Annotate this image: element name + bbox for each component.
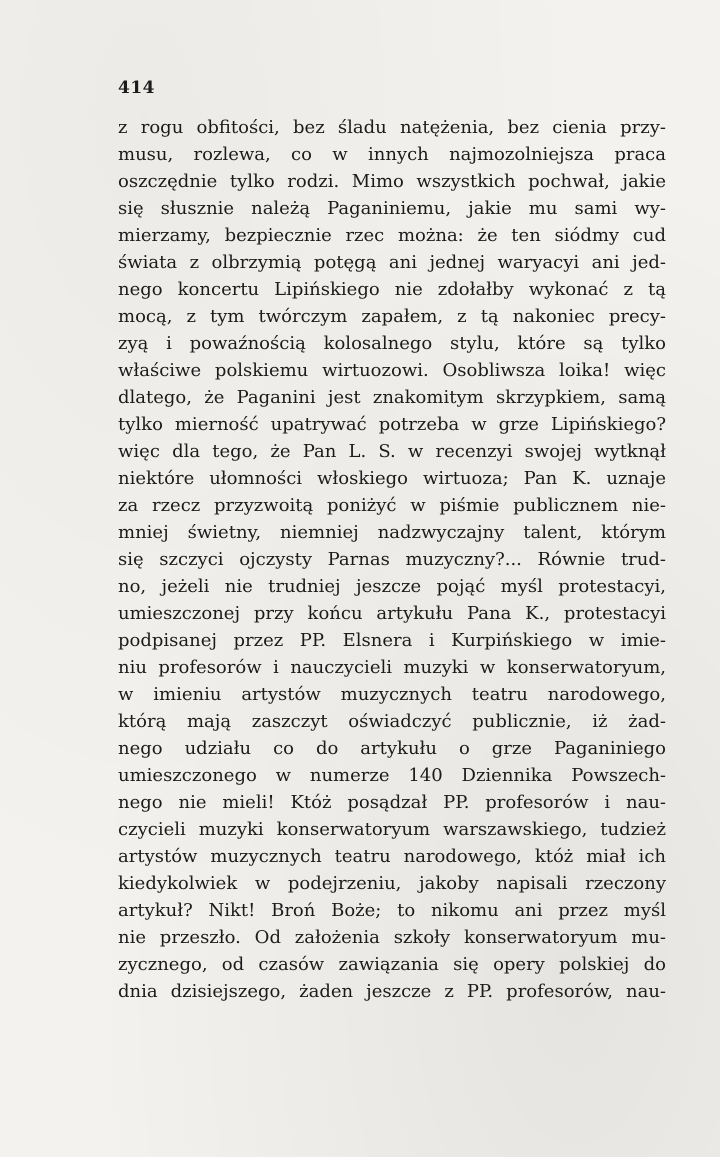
text-line: świata z olbrzymią potęgą ani jednej waryacyi ani jed- bbox=[118, 252, 666, 273]
text-line: kiedykolwiek w podejrzeniu, jakoby napisali rzeczony bbox=[118, 873, 666, 894]
text-line: artykuł? Nikt! Broń Boże; to nikomu ani przez myśl bbox=[118, 900, 666, 921]
text-line: artystów muzycznych teatru narodowego, któż miał ich bbox=[118, 846, 666, 867]
text-line: zycznego, od czasów zawiązania się opery polskiej do bbox=[118, 954, 666, 975]
text-line: nego udziału co do artykułu o grze Paganiniego bbox=[118, 738, 666, 759]
text-line: zyą i powaźnością kolosalnego stylu, które są tylko bbox=[118, 333, 666, 354]
text-line: oszczędnie tylko rodzi. Mimo wszystkich pochwał, jakie bbox=[118, 171, 666, 192]
text-line: więc dla tego, że Pan L. S. w recenzyi swojej wytknął bbox=[118, 441, 666, 462]
text-line: którą mają zaszczyt oświadczyć publicznie, iż żad- bbox=[118, 711, 666, 732]
text-line: w imieniu artystów muzycznych teatru narodowego, bbox=[118, 684, 666, 705]
text-line: czycieli muzyki konserwatoryum warszawskiego, tudzież bbox=[118, 819, 666, 840]
text-line: się słusznie należą Paganiniemu, jakie mu sami wy- bbox=[118, 198, 666, 219]
text-line: dlatego, że Paganini jest znakomitym skrzypkiem, samą bbox=[118, 387, 666, 408]
text-line: mniej świetny, niemniej nadzwyczajny talent, którym bbox=[118, 522, 666, 543]
page-number: 414 bbox=[118, 78, 155, 98]
text-line: się szczyci ojczysty Parnas muzyczny?... Równie trud- bbox=[118, 549, 666, 570]
text-line: podpisanej przez PP. Elsnera i Kurpińskiego w imie- bbox=[118, 630, 666, 651]
text-line: niektóre ułomności włoskiego wirtuoza; Pan K. uznaje bbox=[118, 468, 666, 489]
text-line: mierzamy, bezpiecznie rzec można: że ten siódmy cud bbox=[118, 225, 666, 246]
text-line: umieszczonego w numerze 140 Dziennika Powszech- bbox=[118, 765, 666, 786]
text-line: mocą, z tym twórczym zapałem, z tą nakoniec precy- bbox=[118, 306, 666, 327]
text-line: nie przeszło. Od założenia szkoły konserwatoryum mu- bbox=[118, 927, 666, 948]
text-line: tylko mierność upatrywać potrzeba w grze Lipińskiego? bbox=[118, 414, 666, 435]
text-line: za rzecz przyzwoitą poniżyć w piśmie publicznem nie- bbox=[118, 495, 666, 516]
body-text bbox=[118, 114, 666, 1005]
text-line: z rogu obfitości, bez śladu natężenia, bez cienia przy- bbox=[118, 117, 666, 138]
text-line: dnia dzisiejszego, żaden jeszcze z PP. profesorów, nau- bbox=[118, 981, 666, 1002]
text-line: umieszczonej przy końcu artykułu Pana K., protestacyi bbox=[118, 603, 666, 624]
text-line: musu, rozlewa, co w innych najmozolniejsza praca bbox=[118, 144, 666, 165]
text-line: nego koncertu Lipińskiego nie zdołałby wykonać z tą bbox=[118, 279, 666, 300]
text-line: właściwe polskiemu wirtuozowi. Osobliwsza loika! więc bbox=[118, 360, 666, 381]
text-line: no, jeżeli nie trudniej jeszcze pojąć myśl protestacyi, bbox=[118, 576, 666, 597]
text-line: niu profesorów i nauczycieli muzyki w konserwatoryum, bbox=[118, 657, 666, 678]
text-line: nego nie mieli! Któż posądzał PP. profesorów i nau- bbox=[118, 792, 666, 813]
